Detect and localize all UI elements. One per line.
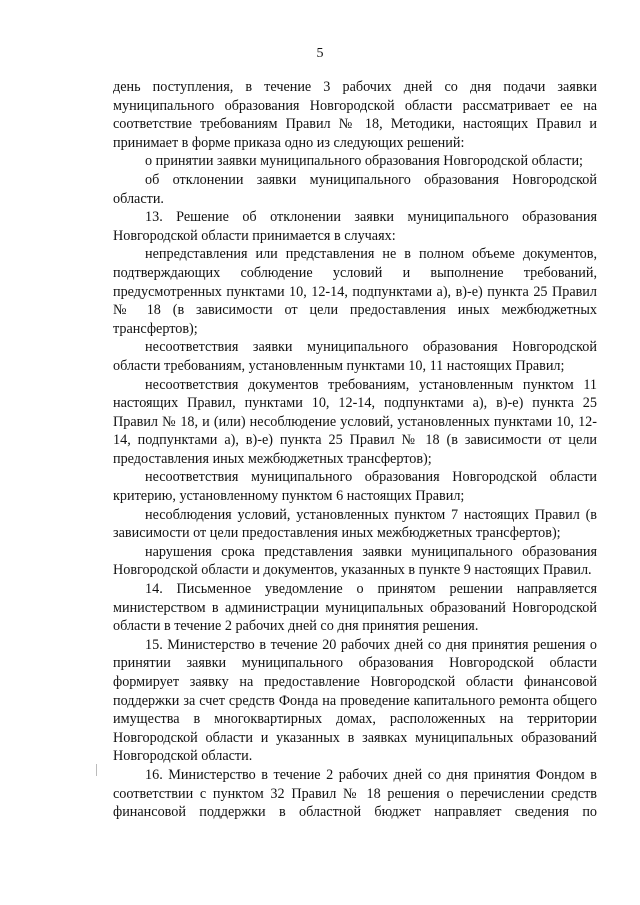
paragraph-case-1: непредставления или представления не в полном объеме документов, подтверждающих соблюдение условий и выполнение требований, предусмотренных пунктами 10, 12-14, подпунктами а), в)-е) пункта 25 Правил № 18 (в зависимости от цели предоставления иных межбюджетных трансфертов); — [113, 246, 597, 337]
paragraph-case-5: несоблюдения условий, установленных пунктом 7 настоящих Правил (в зависимости от цели предоставления иных межбюджетных трансфертов); — [113, 506, 597, 542]
paragraph-option-accept: о принятии заявки муниципального образования Новгородской области; — [145, 153, 583, 170]
paragraph-continuation: день поступления, в течение 3 рабочих дней со дня подачи заявки муниципального образования Новгородской области рассматривает ее на соответствие требованиям Правил № 18, Методики, настоящих Правил и принимает в форме приказа одно из следующих решений: — [113, 79, 597, 151]
paragraph-case-4: несоответствия муниципального образования Новгородской области критерию, установленному пунктом 6 настоящих Правил; — [113, 469, 597, 505]
page-number: 5 — [316, 46, 324, 61]
paragraph-16: 16. Министерство в течение 2 рабочих дней со дня принятия Фондом в соответствии с пунктом 32 Правил № 18 решения о перечислении средств финансовой поддержки в областной бюджет направляет сведения по — [113, 766, 597, 821]
paragraph-option-reject: об отклонении заявки муниципального образования Новгородской области. — [113, 171, 597, 207]
document-body — [113, 78, 597, 822]
paragraph-15: 15. Министерство в течение 20 рабочих дней со дня принятия решения о принятии заявки муниципального образования Новгородской области формирует заявку на предоставление Новгородской области финансовой поддержки за счет средств Фонда на проведение капитального ремонта общего имущества в многоквартирных домах, расположенных на территории Новгородской области и указанных в заявках муниципальных образований Новгородской области. — [113, 636, 597, 765]
paragraph-case-3: несоответствия документов требованиям, установленным пунктом 11 настоящих Правил, пунктами 10, 12-14, подпунктами а), в)-е) пункта 25 Правил № 18, и (или) несоблюдение условий, установленных пунктами 10, 12-14, подпунктами а), в)-е) пункта 25 Правил № 18 (в зависимости от цели предоставления иных межбюджетных трансфертов); — [113, 376, 597, 467]
margin-mark — [96, 764, 97, 776]
paragraph-14: 14. Письменное уведомление о принятом решении направляется министерством в администрации муниципальных образований Новгородской области в течение 2 рабочих дней со дня принятия решения. — [113, 581, 597, 635]
paragraph-case-2: несоответствия заявки муниципального образования Новгородской области требованиям, установленным пунктами 10, 11 настоящих Правил; — [113, 339, 597, 374]
paragraph-case-6: нарушения срока представления заявки муниципального образования Новгородской области и документов, указанных в пункте 9 настоящих Правил. — [113, 543, 597, 579]
paragraph-13: 13. Решение об отклонении заявки муниципального образования Новгородской области принимается в случаях: — [113, 209, 597, 244]
